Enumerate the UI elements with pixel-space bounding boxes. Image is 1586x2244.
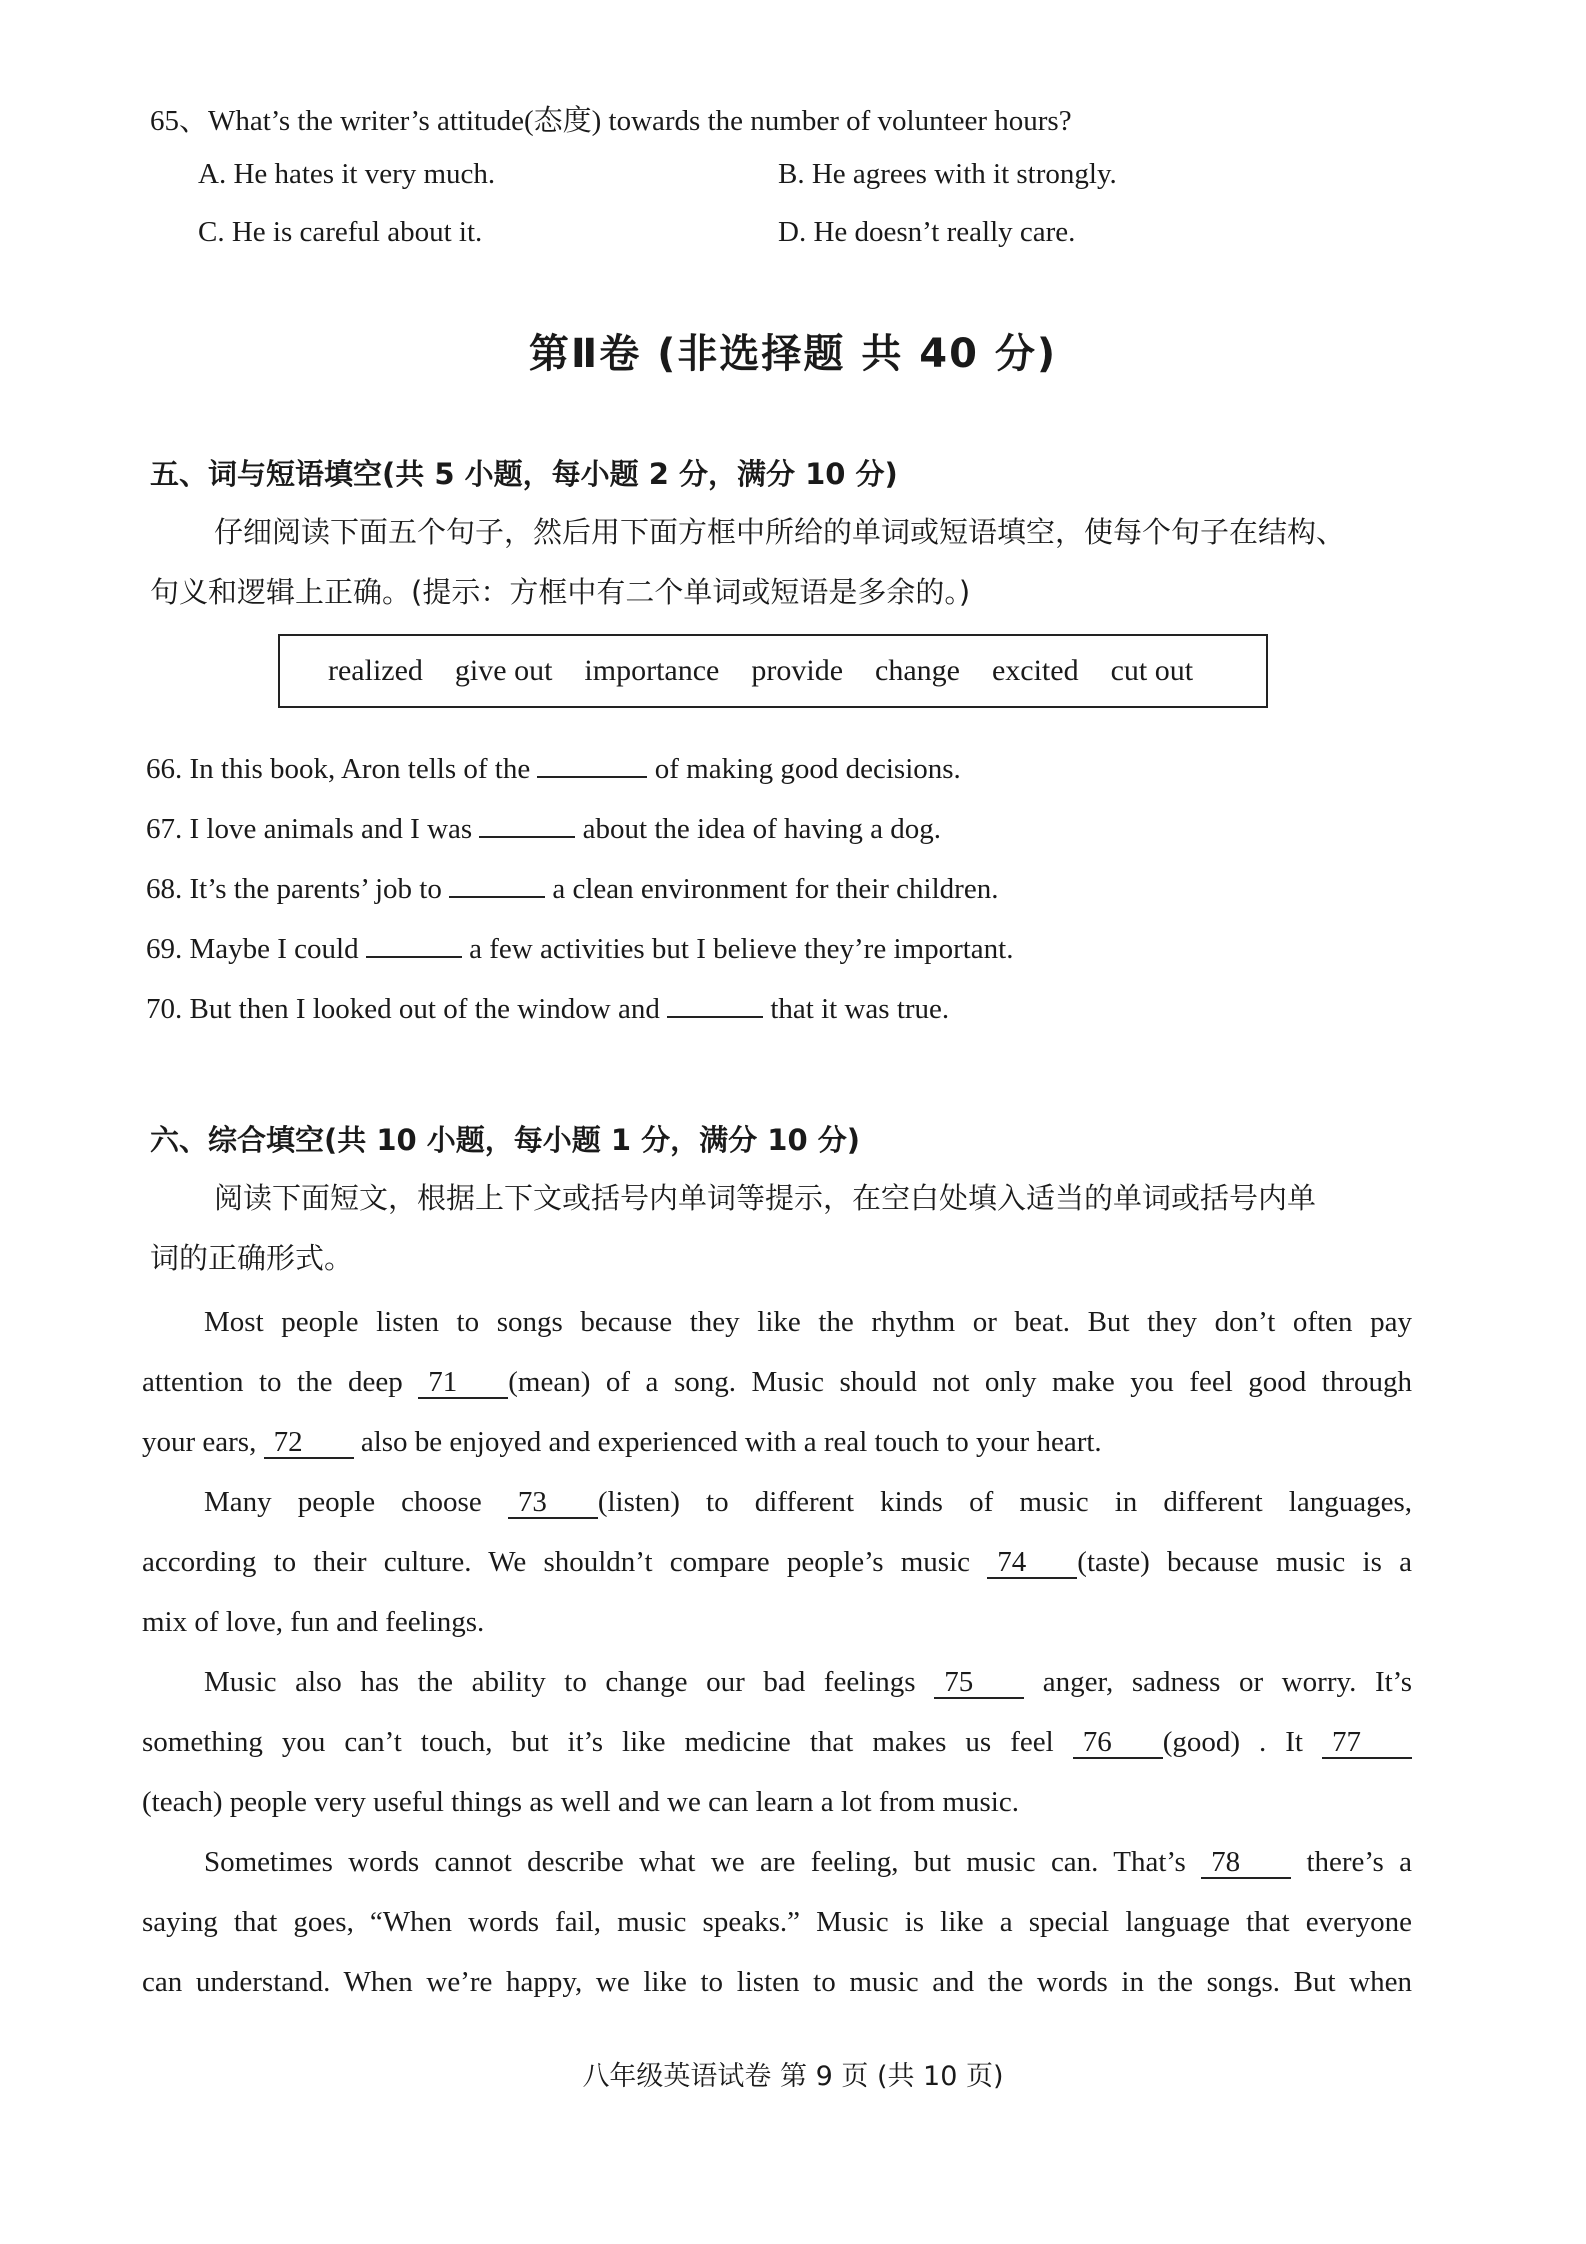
option-d: D. He doesn’t really care. — [778, 216, 1076, 248]
option-c: C. He is careful about it. — [198, 216, 483, 248]
answer-blank[interactable] — [667, 992, 763, 1018]
blank-76[interactable]: 76 — [1073, 1727, 1163, 1759]
passage-line: (teach) people very useful things as well and we can learn a lot from music. — [142, 1786, 1019, 1818]
part-2-title: 第Ⅱ卷 (非选择题 共 40 分) — [528, 331, 1058, 377]
passage-line: your ears, 72 also be enjoyed and experienced with a real touch to your heart. — [142, 1426, 1102, 1458]
question-69: 69. Maybe I could a few activities but I believe they’re important. — [146, 933, 1014, 965]
word-option: realized — [328, 654, 423, 687]
passage-line: attention to the deep 71 (mean) of a song. Music should not only make you feel good through — [142, 1366, 1413, 1398]
passage-line: Sometimes words cannot describe what we are feeling, but music can. That’s 78 there’s a — [204, 1846, 1412, 1878]
question-68: 68. It’s the parents’ job to a clean environment for their children. — [146, 873, 999, 905]
blank-77[interactable]: 77 — [1322, 1727, 1412, 1759]
answer-blank[interactable] — [537, 752, 647, 778]
blank-78[interactable]: 78 — [1201, 1847, 1291, 1879]
passage-line: mix of love, fun and feelings. — [142, 1606, 485, 1638]
blank-71[interactable]: 71 — [418, 1367, 508, 1399]
question-65-stem: 65、What’s the writer’s attitude(态度) towards the number of volunteer hours? — [150, 105, 1072, 137]
word-option: cut out — [1110, 654, 1194, 687]
answer-blank[interactable] — [366, 932, 462, 958]
blank-73[interactable]: 73 — [508, 1487, 598, 1519]
section-6-heading: 六、综合填空(共 10 小题，每小题 1 分，满分 10 分) — [150, 1123, 860, 1157]
section-5-instruction-2: 句义和逻辑上正确。(提示：方框中有二个单词或短语是多余的。) — [150, 575, 971, 609]
word-option: excited — [991, 654, 1079, 687]
section-6-instruction-2: 词的正确形式。 — [150, 1241, 354, 1275]
passage-line: according to their culture. We shouldn’t compare people’s music 74 (taste) because music is a — [142, 1546, 1413, 1578]
word-option: give out — [454, 654, 553, 687]
passage-line: saying that goes, “When words fail, music speaks.” Music is like a special language that everyone — [142, 1906, 1412, 1938]
section-6-instruction-1: 阅读下面短文，根据上下文或括号内单词等提示，在空白处填入适当的单词或括号内单 — [214, 1181, 1317, 1215]
option-a: A. He hates it very much. — [198, 158, 496, 190]
answer-blank[interactable] — [449, 872, 545, 898]
passage-line: Music also has the ability to change our bad feelings 75 anger, sadness or worry. It’s — [204, 1666, 1413, 1698]
word-option: importance — [584, 654, 720, 687]
blank-74[interactable]: 74 — [987, 1547, 1077, 1579]
question-67: 67. I love animals and I was about the idea of having a dog. — [146, 813, 942, 845]
word-option: change — [875, 654, 960, 687]
passage-line: Many people choose 73 (listen) to different kinds of music in different languages, — [204, 1486, 1412, 1518]
page-footer: 八年级英语试卷 第 9 页 (共 10 页) — [582, 2061, 1004, 2092]
section-5-heading: 五、词与短语填空(共 5 小题，每小题 2 分，满分 10 分) — [150, 457, 898, 491]
passage-line: Most people listen to songs because they like the rhythm or beat. But they don’t often pay — [204, 1306, 1412, 1338]
question-70: 70. But then I looked out of the window and that it was true. — [146, 993, 950, 1025]
passage-line: can understand. When we’re happy, we like to listen to music and the words in the songs. But when — [142, 1966, 1412, 1998]
word-box — [278, 634, 1268, 708]
blank-72[interactable]: 72 — [264, 1427, 354, 1459]
option-b: B. He agrees with it strongly. — [778, 158, 1117, 190]
word-option: provide — [751, 654, 844, 687]
answer-blank[interactable] — [479, 812, 575, 838]
section-5-instruction-1: 仔细阅读下面五个句子，然后用下面方框中所给的单词或短语填空，使每个句子在结构、 — [214, 515, 1346, 549]
passage-line: something you can’t touch, but it’s like medicine that makes us feel 76 (good) . It 77 — [142, 1712, 1412, 1772]
question-66: 66. In this book, Aron tells of the of making good decisions. — [146, 753, 961, 785]
blank-75[interactable]: 75 — [934, 1667, 1024, 1699]
